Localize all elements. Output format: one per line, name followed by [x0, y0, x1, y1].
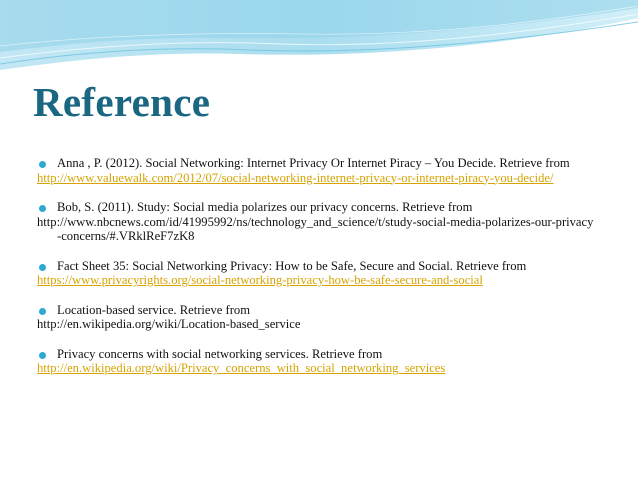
bullet-icon	[39, 264, 46, 271]
reference-item	[37, 259, 597, 288]
reference-url-line	[37, 317, 597, 332]
reference-url-line	[37, 215, 597, 244]
citation-text: Privacy concerns with social networking services. Retrieve from	[57, 346, 383, 361]
citation-text: Bob, S. (2011). Study: Social media polarizes our privacy concerns. Retrieve from	[57, 200, 473, 214]
citation-text: Location-based service. Retrieve from	[57, 302, 251, 317]
bullet-icon	[39, 205, 46, 212]
reference-url-text: http://www.nbcnews.com/id/41995992/ns/technology_and_science/t/study-social-media-polarizes-our-privacy-concerns/#.VRklReF7zK8	[37, 214, 594, 243]
reference-link[interactable]: http://www.valuewalk.com/2012/07/social-networking-internet-privacy-or-internet-piracy-you-decide/	[37, 170, 554, 185]
reference-item	[37, 200, 597, 244]
reference-link[interactable]: https://www.privacyrights.org/social-networking-privacy-how-be-safe-secure-and-social	[37, 273, 483, 287]
slide-title: Reference	[33, 79, 211, 125]
reference-url-line	[37, 273, 597, 288]
reference-url-text: http://en.wikipedia.org/wiki/Location-based_service	[37, 317, 301, 331]
reference-url-line	[37, 361, 597, 376]
bullet-icon	[39, 352, 46, 359]
reference-item	[37, 156, 597, 185]
citation-text: Anna , P. (2012). Social Networking: Internet Privacy Or Internet Piracy – You Decide. Retrieve from	[57, 156, 570, 170]
reference-item	[37, 303, 597, 332]
reference-citation	[37, 156, 597, 171]
bullet-icon	[39, 308, 46, 315]
reference-citation	[37, 347, 597, 362]
citation-text: Fact Sheet 35: Social Networking Privacy: How to be Safe, Secure and Social. Retrieve from	[57, 258, 527, 273]
reference-link[interactable]: http://en.wikipedia.org/wiki/Privacy_concerns_with_social_networking_services	[37, 361, 446, 375]
reference-citation	[37, 303, 597, 318]
reference-item	[37, 347, 597, 376]
reference-list	[37, 156, 597, 391]
bullet-icon	[39, 161, 46, 168]
header-wave-decoration	[0, 0, 638, 80]
reference-url-line	[37, 171, 597, 186]
reference-citation	[37, 259, 597, 274]
reference-citation	[37, 200, 597, 215]
